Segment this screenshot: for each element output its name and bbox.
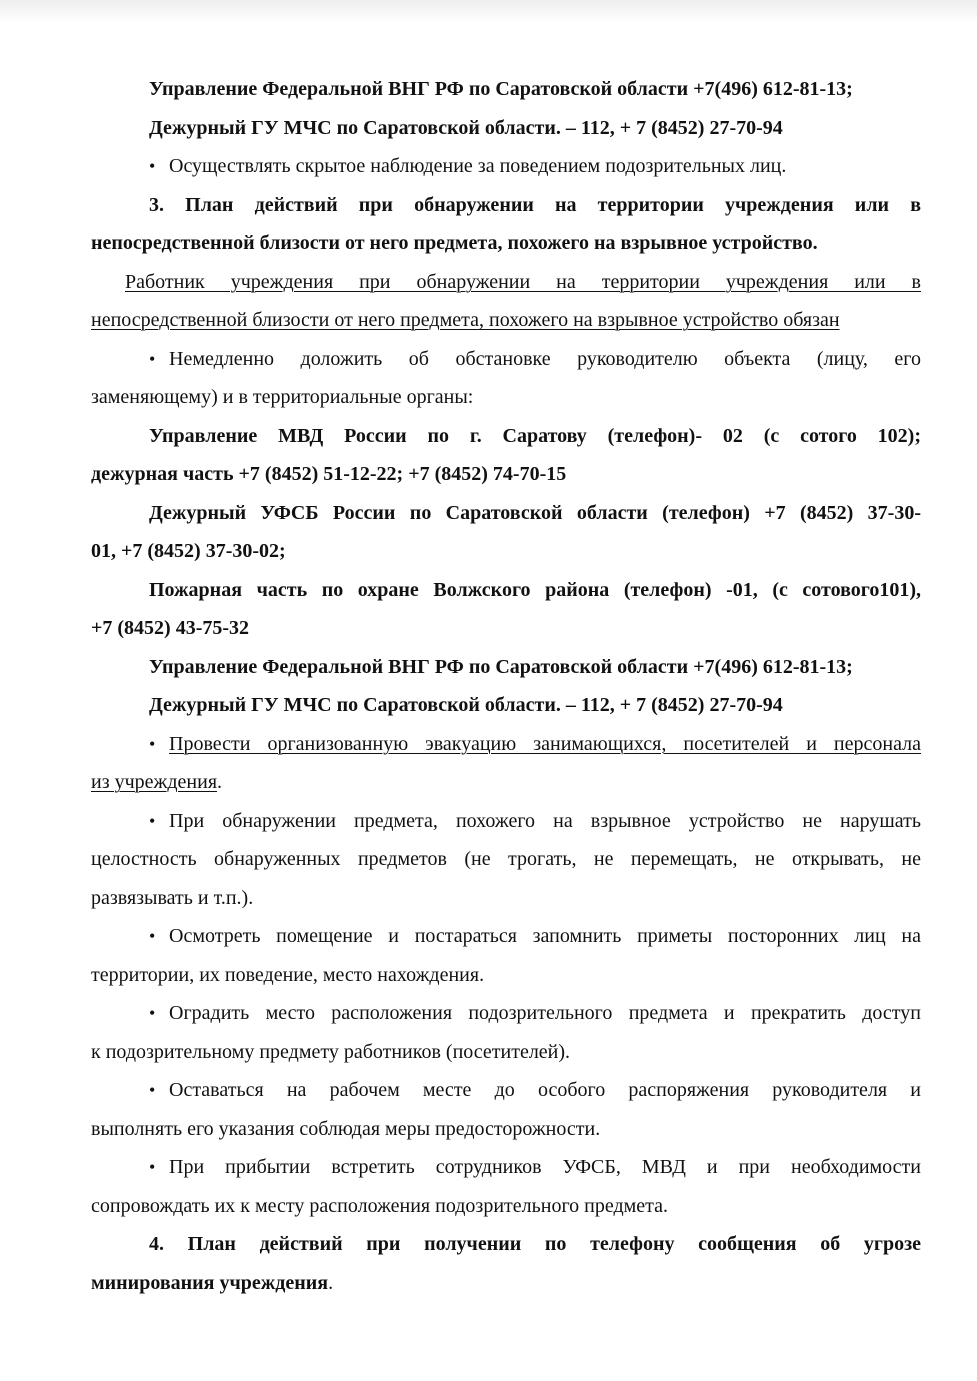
section4-title-period: . [328, 1271, 334, 1294]
bullet-evacuate-text-cont: из учреждения [91, 771, 218, 793]
bullet-report-text: Немедленно доложить об обстановке руководителю объекта (лицу, его [169, 347, 921, 370]
bullet-observe [91, 147, 921, 186]
scan-edge-shadow [0, 0, 977, 22]
contact-fire-line2: +7 (8452) 43-75-32 [91, 617, 250, 639]
bullet-icon: • [149, 926, 156, 946]
contact-fsb-line1: Дежурный УФСБ России по Саратовской области (телефон) +7 (8452) 37-30- [149, 501, 921, 524]
bullet-integrity-text: При обнаружении предмета, похожего на взрывное устройство не нарушать [169, 809, 921, 832]
contact-mchs: Дежурный ГУ МЧС по Саратовской области. – 112, + 7 (8452) 27-70-94 [149, 694, 783, 716]
contact-mchs-top: Дежурный ГУ МЧС по Саратовской области. – 112, + 7 (8452) 27-70-94 [149, 116, 783, 139]
section4-title-line1: 4. План действий при получении по телефону сообщения об угрозе [149, 1233, 921, 1255]
bullet-integrity-line1 [91, 802, 921, 841]
bullet-fence-line1 [91, 994, 921, 1033]
bullet-stay-text: Оставаться на рабочем месте до особого распоряжения руководителя и [169, 1079, 921, 1101]
contact-vng: Управление Федеральной ВНГ РФ по Саратовской области +7(496) 612-81-13; [149, 655, 853, 678]
bullet-escort-line2: сопровождать их к месту расположения подозрительного предмета. [91, 1194, 669, 1217]
bullet-stay-line1 [91, 1071, 921, 1110]
bullet-integrity-line2: целостность обнаруженных предметов (не трогать, не перемещать, не открывать, не [91, 848, 921, 870]
bullet-stay-line2: выполнять его указания соблюдая меры предосторожности. [91, 1117, 601, 1140]
bullet-icon: • [149, 733, 156, 754]
section3-intro-line1: Работник учреждения при обнаружении на территории учреждения или в [125, 270, 921, 293]
bullet-icon: • [149, 810, 156, 831]
section3-intro-line2: непосредственной близости от него предмета, похожего на взрывное устройство обязан [91, 309, 840, 331]
contact-mvd-line2: дежурная часть +7 (8452) 51-12-22; +7 (8452) 74-70-15 [91, 463, 567, 485]
contact-fsb-line2: 01, +7 (8452) 37-30-02; [91, 540, 286, 562]
bullet-icon: • [149, 156, 156, 176]
contact-fire-line1: Пожарная часть по охране Волжского района (телефон) -01, (с сотового101), [149, 578, 921, 601]
bullet-icon: • [149, 348, 156, 369]
section4-title-text: минирования учреждения [91, 1271, 329, 1294]
bullet-inspect-line2: территории, их поведение, место нахождения. [91, 963, 485, 986]
bullet-evacuate-line1 [91, 725, 921, 764]
contact-vng-top: Управление Федеральной ВНГ РФ по Саратовской области +7(496) 612-81-13; [149, 78, 853, 100]
bullet-inspect-line1 [91, 917, 921, 956]
bullet-escort-text: При прибытии встретить сотрудников УФСБ, МВД и при необходимости [169, 1156, 921, 1178]
bullet-escort-line1 [91, 1148, 921, 1187]
bullet-icon: • [149, 1003, 156, 1023]
bullet-inspect-text: Осмотреть помещение и постараться запомнить приметы посторонних лиц на [169, 925, 921, 947]
bullet-icon: • [149, 1080, 156, 1100]
section4-title-line2 [91, 1264, 921, 1303]
bullet-observe-text: Осуществлять скрытое наблюдение за поведением подозрительных лиц. [169, 155, 787, 177]
document-body [91, 70, 921, 1302]
bullet-fence-line2: к подозрительному предмету работников (посетителей). [91, 1040, 571, 1063]
section3-title-line2: непосредственной близости от него предмета, похожего на взрывное устройство. [91, 232, 818, 254]
bullet-evacuate-line2 [91, 763, 921, 802]
bullet-evacuate-text: Провести организованную эвакуацию занимающихся, посетителей и персонала [169, 732, 921, 755]
section3-title-line1: 3. План действий при обнаружении на территории учреждения или в [149, 193, 921, 216]
bullet-evacuate-period: . [217, 771, 223, 793]
bullet-fence-text: Оградить место расположения подозрительного предмета и прекратить доступ [169, 1002, 921, 1024]
contact-mvd-line1: Управление МВД России по г. Саратову (телефон)- 02 (с сотого 102); [149, 424, 921, 447]
bullet-report-line1 [91, 340, 921, 379]
bullet-report-line2: заменяющему) и в территориальные органы: [91, 386, 474, 408]
bullet-icon: • [149, 1157, 156, 1177]
bullet-integrity-line3: развязывать и т.п.). [91, 886, 254, 909]
